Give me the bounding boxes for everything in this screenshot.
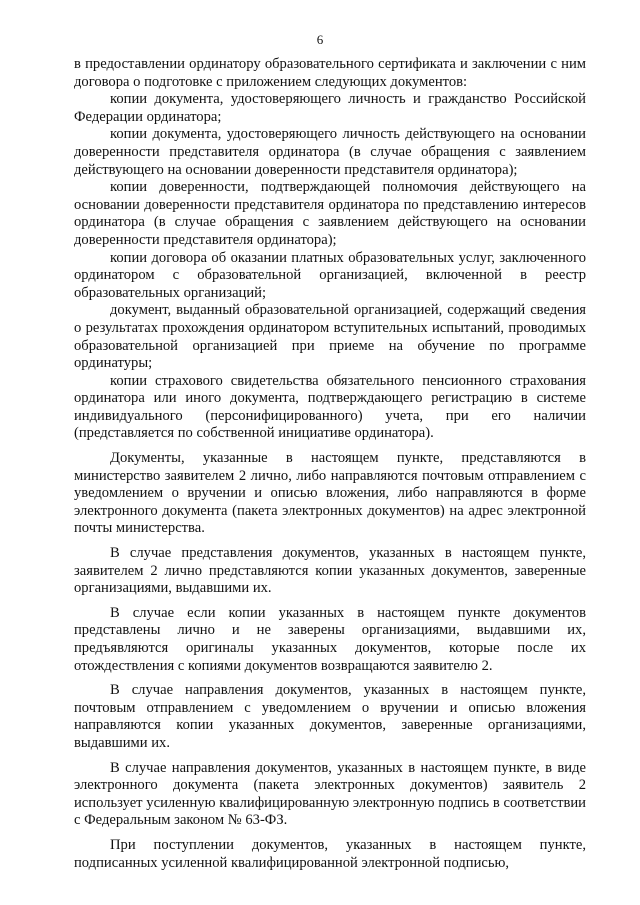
list-item-pension-certificate: копии страхового свидетельства обязательного пенсионного страхования ординатора или иного документа, подтверждающего регистрацию в системе индивидуального (персонифицированного) учета, при его наличии (представляется по собственной инициативе ординатора). (74, 372, 586, 442)
paragraph-continuation: в предоставлении ординатору образовательного сертификата и заключении с ним договора о подготовке с приложением следующих документов: (74, 56, 586, 90)
page-number: 6 (316, 32, 324, 47)
list-item-representative-identity: копии документа, удостоверяющего личность действующего на основании доверенности представителя ординатора (в случае обращения с заявлением действующего на основании доверенности представителя ординатора); (74, 126, 586, 178)
list-item-power-of-attorney: копии доверенности, подтверждающей полномочия действующего на основании доверенности представителя ординатора по представлению интересов ординатора (в случае обращения с заявлением действующего на основании доверенности представителя ординатора); (74, 179, 586, 248)
list-item-identity-copy: копии документа, удостоверяющего личность и гражданство Российской Федерации ординатора; (74, 91, 586, 125)
list-item-entrance-results: документ, выданный образовательной организацией, содержащий сведения о результатах прохождения ординатором вступительных испытаний, проводимых образовательной организацией при приеме на обучение по программе ординатуры; (74, 302, 586, 372)
list-item-paid-services-contract: копии договора об оказании платных образовательных услуг, заключенного ординатором с образовательной организацией, включенной в реестр образовательных организаций; (74, 249, 586, 301)
paragraph-postal-submission: В случае направления документов, указанных в настоящем пункте, почтовым отправлением с уведомлением о вручении и описью вложения направляются копии указанных документов, заверенные организациями, выдавшими их. (74, 682, 586, 751)
document-body (74, 56, 586, 872)
paragraph-electronic-receipt: При поступлении документов, указанных в настоящем пункте, подписанных усиленной квалифицированной электронной подписью, (74, 836, 586, 871)
paragraph-electronic-submission: В случае направления документов, указанных в настоящем пункте, в виде электронного документа (пакета электронных документов) заявитель 2 использует усиленную квалифицированную электронную подпись в соответствии с Федеральным законом № 63-ФЗ. (74, 759, 586, 829)
paragraph-personal-submission: В случае представления документов, указанных в настоящем пункте, заявителем 2 лично представляются копии указанных документов, заверенные организациями, выдавшими их. (74, 545, 586, 597)
paragraph-submission-methods: Документы, указанные в настоящем пункте, представляются в министерство заявителем 2 лично, либо направляются почтовым отправлением с уведомлением о вручении и описью вложения, либо направляются в форме электронного документа (пакета электронных документов) на адрес электронной почты министерства. (74, 450, 586, 537)
paragraph-unverified-copies: В случае если копии указанных в настоящем пункте документов представлены лично и не заверены организациями, выдавшими их, предъявляются оригиналы указанных документов, которые после их отождествления с копиями документов возвращаются заявителю 2. (74, 604, 586, 674)
